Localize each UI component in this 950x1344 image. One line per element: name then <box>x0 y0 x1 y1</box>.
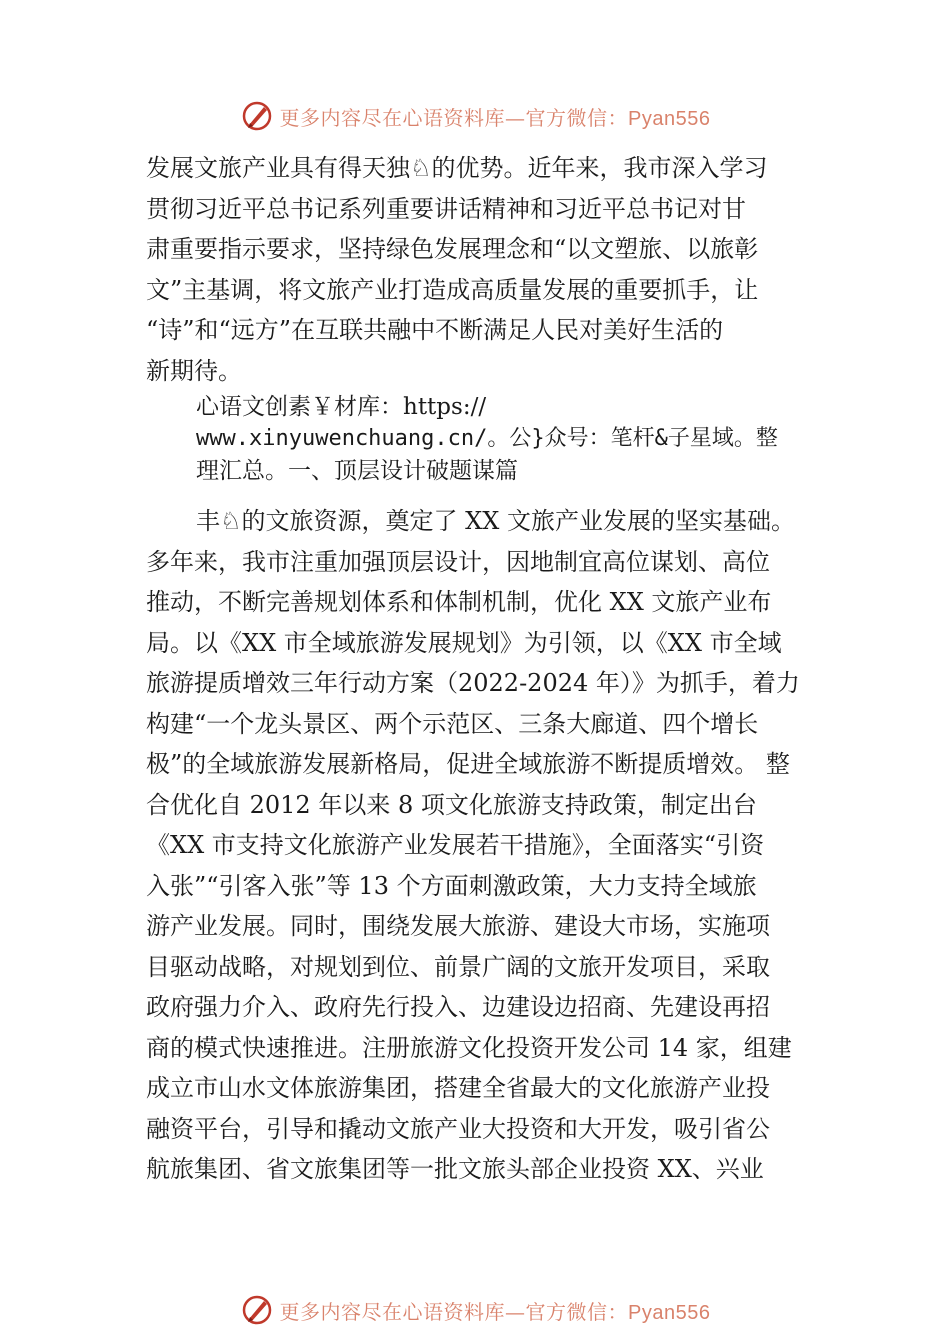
text-line: 政府强力介入、政府先行投入、边建设边招商、先建设再招 <box>146 993 770 1021</box>
section-heading-line: 理汇总。一、顶层设计破题谋篇 <box>196 458 518 484</box>
text-line: 游产业发展。同时，围绕发展大旅游、建设大市场，实施项 <box>146 912 770 940</box>
text-line: 极”的全域旅游发展新格局，促进全域旅游不断提质增效。 整 <box>146 750 790 778</box>
promo-block <box>146 391 818 487</box>
text-line: 旅游提质增效三年行动方案（2022-2024 年）》为抓手，着力 <box>146 669 800 697</box>
paragraph-2 <box>146 501 818 1190</box>
pen-logo-icon <box>240 99 274 133</box>
footer-banner-text <box>280 1296 711 1325</box>
promo-line: 心语文创素￥材库：https:// <box>196 394 487 420</box>
footer-banner <box>0 1290 950 1330</box>
text-line: 成立市山水文体旅游集团，搭建全省最大的文化旅游产业投 <box>146 1074 770 1102</box>
text-line: 肃重要指示要求，坚持绿色发展理念和“以文塑旅、以旅彰 <box>146 235 759 263</box>
footer-banner-wechat-id: Pyan556 <box>628 1301 711 1324</box>
header-banner-cn: 更多内容尽在心语资料库—官方微信： <box>279 105 629 130</box>
text-line: 新期待。 <box>146 356 242 385</box>
text-line: 丰♘的文旅资源，奠定了 XX 文旅产业发展的坚实基础。 <box>196 507 795 535</box>
text-line: 多年来，我市注重加强顶层设计，因地制宜高位谋划、高位 <box>146 547 770 576</box>
footer-banner-cn: 更多内容尽在心语资料库—官方微信： <box>279 1299 629 1324</box>
promo-url-line: www.xinyuwenchuang.cn/。公}众号：笔杆&子星域。整 <box>196 426 778 451</box>
text-line: 贯彻习近平总书记系列重要讲话精神和习近平总书记对甘 <box>146 194 746 223</box>
text-line: 推动，不断完善规划体系和体制机制，优化 XX 文旅产业布 <box>146 588 772 616</box>
text-line: 商的模式快速推进。注册旅游文化投资开发公司 14 家，组建 <box>146 1033 792 1062</box>
text-line: 文”主基调，将文旅产业打造成高质量发展的重要抓手，让 <box>146 275 759 304</box>
text-line: 局。以《XX 市全域旅游发展规划》为引领，以《XX 市全域 <box>146 628 782 657</box>
text-line: 融资平台，引导和撬动文旅产业大投资和大开发，吸引省公 <box>146 1114 770 1143</box>
text-line: 入张”“引客入张”等 13 个方面刺激政策，大力支持全域旅 <box>146 871 757 900</box>
text-line: 构建“一个龙头景区、两个示范区、三条大廊道、四个增长 <box>146 709 759 738</box>
text-line: 航旅集团、省文旅集团等一批文旅头部企业投资 XX、兴业 <box>146 1155 764 1183</box>
text-line: 《XX 市支持文化旅游产业发展若干措施》，全面落实“引资 <box>146 831 765 859</box>
header-banner <box>0 96 950 136</box>
header-banner-wechat-id: Pyan556 <box>628 107 711 130</box>
text-line: 合优化自 2012 年以来 8 项文化旅游支持政策，制定出台 <box>146 790 757 819</box>
text-line: 发展文旅产业具有得天独♘的优势。近年来，我市深入学习 <box>146 154 768 182</box>
paragraph-1 <box>146 148 818 391</box>
document-body <box>146 148 818 1190</box>
pen-logo-icon <box>240 1293 274 1327</box>
text-line: “诗”和“远方”在互联共融中不断满足人民对美好生活的 <box>146 316 724 344</box>
text-line: 目驱动战略，对规划到位、前景广阔的文旅开发项目，采取 <box>146 952 770 981</box>
header-banner-text <box>280 102 711 131</box>
